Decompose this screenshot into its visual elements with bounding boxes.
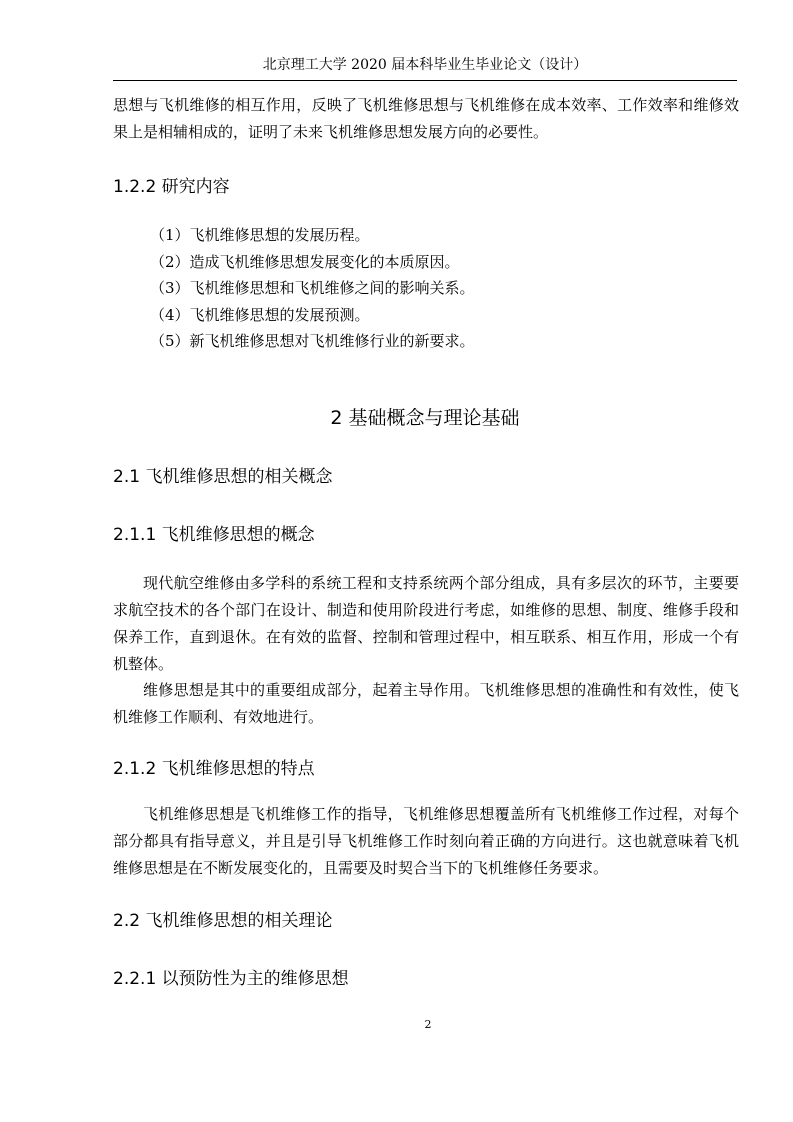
research-content-list	[150, 222, 475, 355]
list-item: （4）飞机维修思想的发展预测。	[150, 305, 370, 324]
section-heading-2-1-2: 2.1.2 飞机维修思想的特点	[113, 759, 315, 779]
header-divider	[113, 80, 737, 81]
section-heading-2-2: 2.2 飞机维修思想的相关理论	[113, 911, 333, 931]
list-item: （5）新飞机维修思想对飞机维修行业的新要求。	[150, 332, 475, 350]
intro-continuation-paragraph: 思想与飞机维修的相互作用，反映了飞机维修思想与飞机维修在成本效率、工作效率和维修效果上是相辅相成的，证明了未来飞机维修思想发展方向的必要性。	[113, 96, 739, 141]
page-number: 2	[424, 1018, 432, 1031]
concept-paragraph-1: 现代航空维修由多学科的系统工程和支持系统两个部分组成，具有多层次的环节，主要要求航空技术的各个部门在设计、制造和使用阶段进行考虑，如维修的思想、制度、维修手段和保养工作，直到退休。在有效的监督、控制和管理过程中，相互联系、相互作用，形成一个有机整体。	[113, 574, 739, 673]
features-paragraph: 飞机维修思想是飞机维修工作的指导，飞机维修思想覆盖所有飞机维修工作过程，对每个部分都具有指导意义，并且是引导飞机维修工作时刻向着正确的方向进行。这也就意味着飞机维修思想是在不断发展变化的，且需要及时契合当下的飞机维修任务要求。	[113, 805, 739, 877]
list-item: （3）飞机维修思想和飞机维修之间的影响关系。	[150, 279, 475, 297]
section-heading-2-1: 2.1 飞机维修思想的相关概念	[113, 467, 333, 487]
concept-paragraph-2: 维修思想是其中的重要组成部分，起着主导作用。飞机维修思想的准确性和有效性，使飞机维修工作顺利、有效地进行。	[113, 681, 739, 726]
section-heading-2-2-1: 2.2.1 以预防性为主的维修思想	[113, 969, 349, 989]
section-heading-2-1-1: 2.1.1 飞机维修思想的概念	[113, 525, 315, 545]
list-item: （1）飞机维修思想的发展历程。	[150, 226, 370, 244]
page-header: 北京理工大学 2020 届本科毕业生毕业论文（设计）	[262, 57, 588, 73]
chapter-title: 2 基础概念与理论基础	[330, 407, 520, 429]
list-item: （2）造成飞机维修思想发展变化的本质原因。	[150, 252, 460, 271]
section-heading-1-2-2: 1.2.2 研究内容	[113, 177, 230, 197]
